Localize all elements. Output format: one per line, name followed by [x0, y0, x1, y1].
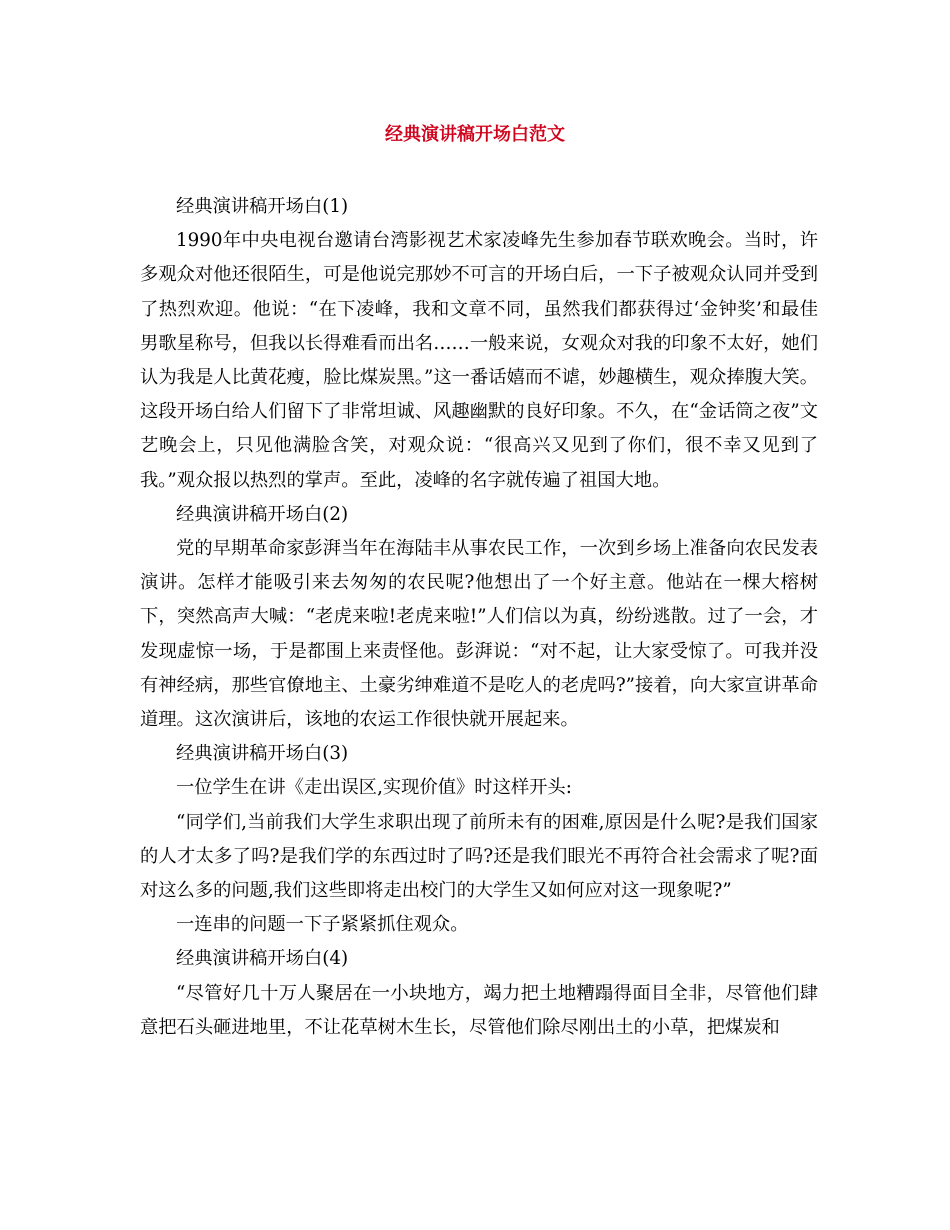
page-title: 经典演讲稿开场白范文 — [385, 124, 565, 145]
paragraph-2: 党的早期革命家彭湃当年在海陆丰从事农民工作，一次到乡场上准备向农民发表演讲。怎样才能吸引来去匆匆的农民呢?他想出了一个好主意。他站在一棵大榕树下，突然高声大喊：“老虎来啦!老虎来啦!”人们信以为真，纷纷逃散。过了一会，才发现虚惊一场，于是都围上来责怪他。彭湃说：“对不起，让大家受惊了。可我并没有神经病，那些官僚地主、土豪劣绅难道不是吃人的老虎吗?”接着，向大家宣讲革命道理。这次演讲后，该地的农运工作很快就开展起来。 — [140, 538, 818, 731]
paragraph-3: 一位学生在讲《走出误区,实现价值》时这样开头: — [176, 777, 572, 799]
paragraph-5: 一连串的问题一下子紧紧抓住观众。 — [176, 914, 469, 936]
paragraph-6: “尽管好几十万人聚居在一小块地方，竭力把土地糟蹋得面目全非，尽管他们肆意把石头砸进地里，不让花草树木生长，尽管他们除尽刚出土的小草，把煤炭和 — [140, 982, 818, 1038]
document-body — [140, 190, 818, 1045]
section-heading-1: 经典演讲稿开场白(1) — [176, 196, 349, 217]
paragraph-4: “同学们,当前我们大学生求职出现了前所未有的困难,原因是什么呢?是我们国家的人才太多了吗?是我们学的东西过时了吗?还是我们眼光不再符合社会需求了呢?面对这么多的问题,我们这些即将走出校门的大学生又如何应对这一现象呢?” — [140, 811, 818, 902]
paragraph-1: 1990年中央电视台邀请台湾影视艺术家凌峰先生参加春节联欢晚会。当时，许多观众对他还很陌生，可是他说完那妙不可言的开场白后，一下子被观众认同并受到了热烈欢迎。他说：“在下凌峰，我和文章不同，虽然我们都获得过‘金钟奖’和最佳男歌星称号，但我以长得难看而出名……一般来说，女观众对我的印象不太好，她们认为我是人比黄花瘦，脸比煤炭黑。”这一番话嬉而不谑，妙趣横生，观众捧腹大笑。这段开场白给人们留下了非常坦诚、风趣幽默的良好印象。不久，在“金话筒之夜”文艺晚会上，只见他满脸含笑，对观众说：“很高兴又见到了你们，很不幸又见到了我。”观众报以热烈的掌声。至此，凌峰的名字就传遍了祖国大地。 — [140, 230, 818, 491]
section-heading-3: 经典演讲稿开场白(3) — [176, 743, 349, 765]
section-heading-4: 经典演讲稿开场白(4) — [176, 948, 349, 970]
section-heading-2: 经典演讲稿开场白(2) — [176, 503, 349, 525]
